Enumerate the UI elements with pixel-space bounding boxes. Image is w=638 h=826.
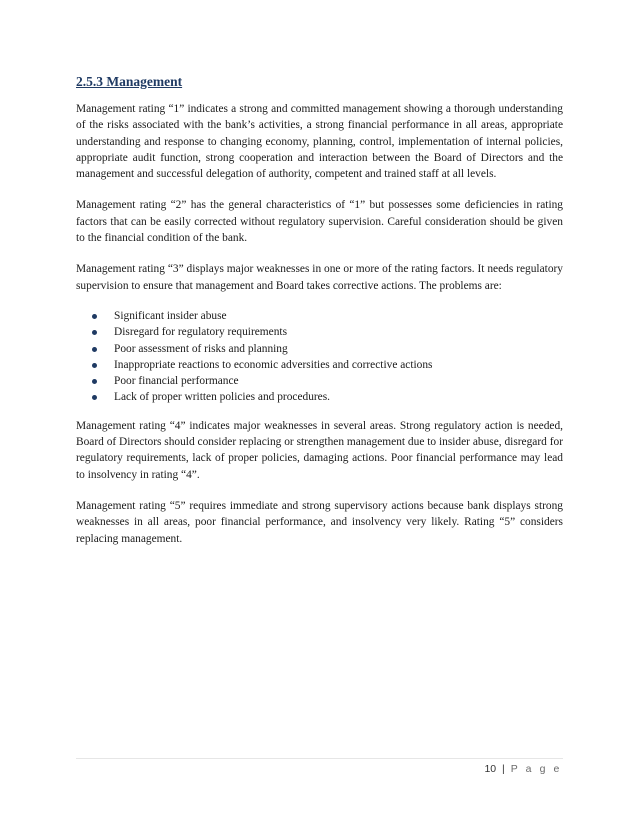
paragraph-rating-4: Management rating “4” indicates major weaknesses in several areas. Strong regulatory action is needed, Board of Directors should consider replacing or strengthen management due to insider abuse, disregard for regulatory requirements, lack of proper policies, damaging actions. Poor financial performance may lead to insolvency in rating “4”. xyxy=(76,419,563,481)
section-heading: 2.5.3 Management xyxy=(76,74,183,89)
page-number: 10 xyxy=(484,763,497,775)
footer-separator: | xyxy=(502,763,505,775)
list-item-text: Poor assessment of risks and planning xyxy=(114,342,288,355)
bullet-icon xyxy=(92,379,97,384)
list-item xyxy=(76,341,563,357)
list-item xyxy=(76,357,563,373)
bullet-icon xyxy=(92,363,97,368)
paragraph-rating-5: Management rating “5” requires immediate and strong supervisory actions because bank displays strong weaknesses in all areas, poor financial performance, and insolvency very likely. Rating “5” considers replacing management. xyxy=(76,499,563,545)
list-item-text: Poor financial performance xyxy=(114,375,239,388)
footer-divider xyxy=(76,758,563,759)
page-label: P a g e xyxy=(510,763,562,775)
page-footer xyxy=(484,762,562,776)
list-item-text: Significant insider abuse xyxy=(114,309,227,322)
bullet-icon xyxy=(92,347,97,352)
paragraph-rating-2: Management rating “2” has the general characteristics of “1” but possesses some deficiencies in rating factors that can be easily corrected without regulatory supervision. Careful consideration should be given to the financial condition of the bank. xyxy=(76,199,563,245)
bullet-icon xyxy=(92,395,97,400)
page-content xyxy=(76,74,563,562)
problems-list xyxy=(76,308,563,406)
list-item xyxy=(76,308,563,324)
list-item xyxy=(76,389,563,405)
list-item xyxy=(76,324,563,340)
list-item-text: Disregard for regulatory requirements xyxy=(114,326,288,339)
paragraph-rating-3: Management rating “3” displays major weaknesses in one or more of the rating factors. It needs regulatory supervision to ensure that management and Board takes corrective actions. The problems are: xyxy=(76,263,563,292)
bullet-icon xyxy=(92,330,97,335)
list-item-text: Lack of proper written policies and procedures. xyxy=(114,391,331,404)
bullet-icon xyxy=(92,314,97,319)
list-item xyxy=(76,373,563,389)
list-item-text: Inappropriate reactions to economic adversities and corrective actions xyxy=(114,358,433,371)
paragraph-rating-1: Management rating “1” indicates a strong and committed management showing a thorough understanding of the risks associated with the bank’s activities, a strong financial performance in all areas, appropriate understanding and response to changing economy, planning, control, implementation of internal policies, appropriate audit function, strong cooperation and interaction between the Board of Directors and the management and successful delegation of authority, competent and trained staff at all levels. xyxy=(76,103,563,181)
